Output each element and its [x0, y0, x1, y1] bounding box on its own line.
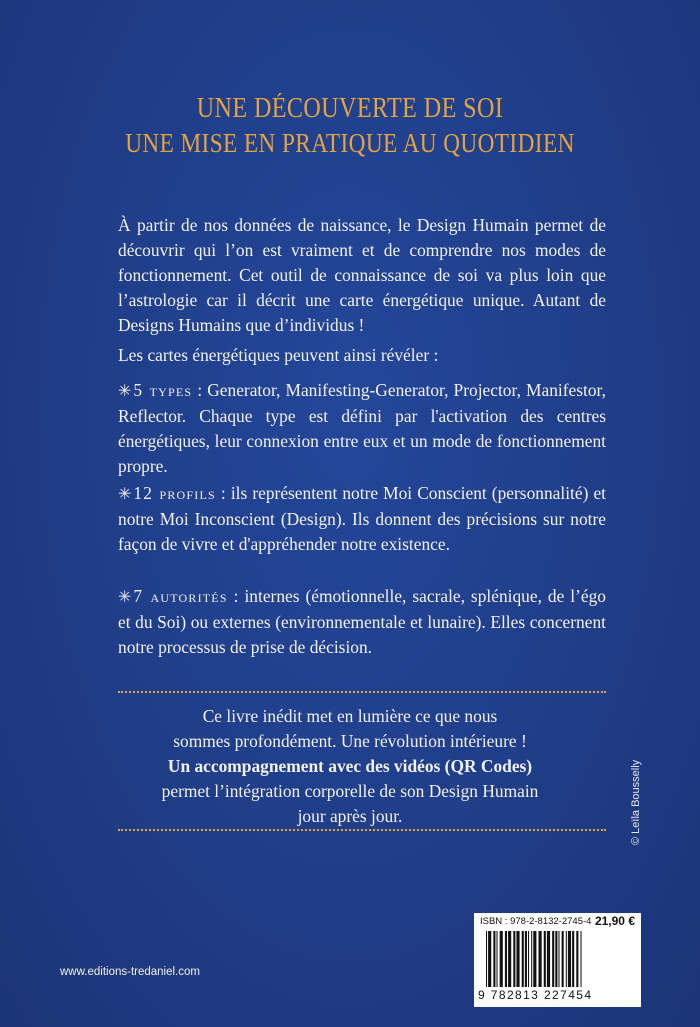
closing-line-5: jour après jour.	[297, 806, 403, 826]
headline-line-1: UNE DÉCOUVERTE DE SOI	[196, 93, 504, 124]
item-text: : ils représentent notre Moi Conscient (personnalité) et notre Moi Inconscient (Design). Ils donnent des précisions sur notre façon de vivre et d'appréhender notre existence.	[118, 483, 606, 554]
isbn-text: ISBN : 978-2-8132-2745-4	[480, 916, 592, 927]
publisher-website: www.editions-tredaniel.com	[60, 966, 200, 978]
list-item-autorites	[118, 584, 606, 660]
star-icon: ✳	[118, 486, 132, 503]
barcode-bar	[539, 931, 542, 987]
barcode-bar	[576, 931, 578, 987]
closing-line-3: Un accompagnement avec des vidéos (QR Codes)	[167, 756, 533, 776]
barcode-bar	[568, 931, 571, 987]
photo-credit: © Leïla Bousselly	[630, 759, 642, 845]
closing-block	[80, 704, 620, 829]
barcode-bar	[528, 931, 529, 987]
item-label: 7 autorités	[133, 586, 228, 606]
barcode-digits: 9 782813 227454	[478, 988, 593, 1002]
barcode-bar	[581, 931, 582, 987]
list-item-profils	[118, 481, 606, 557]
closing-line-2: sommes profondément. Une révolution intérieure !	[173, 731, 527, 751]
closing-line-4: permet l’intégration corporelle de son Design Humain	[161, 781, 539, 801]
barcode-bar	[558, 931, 559, 987]
closing-line-1: Ce livre inédit met en lumière ce que nous	[202, 706, 498, 726]
headline-line-2: UNE MISE EN PRATIQUE AU QUOTIDIEN	[125, 128, 575, 158]
item-label: 5 types	[133, 380, 193, 400]
barcode-bar	[513, 931, 515, 987]
barcode-bar	[533, 931, 536, 987]
barcode-bar	[525, 931, 527, 987]
barcode-panel	[474, 913, 641, 1007]
reveal-intro: Les cartes énergétiques peuvent ainsi révéler :	[118, 345, 439, 365]
barcode-bar	[516, 931, 519, 987]
star-icon: ✳	[118, 589, 132, 606]
barcode-bar	[488, 931, 491, 987]
barcode-bar	[566, 931, 567, 987]
price-text: 21,90 €	[594, 914, 635, 928]
barcode-bar	[508, 931, 511, 987]
item-text: : Generator, Manifesting-Generator, Projector, Manifestor, Reflector. Chaque type est défini par l'activation des centres énergétiques, leur connexion entre eux et un mode de fonctionnement propre.	[118, 380, 606, 476]
barcode-bar	[522, 931, 524, 987]
barcode-bar	[555, 931, 557, 987]
item-text: : internes (émotionnelle, sacrale, splénique, de l’égo et du Soi) ou externes (environnementale et lunaire). Elles concernent notre processus de prise de décision.	[118, 586, 606, 657]
intro-paragraph: À partir de nos données de naissance, le Design Humain permet de découvrir qui l’on est vraiment et de comprendre nos modes de fonctionnement. Cet outil de connaissance de soi va plus loin que l’astrologie car il décrit une carte énergétique unique. Autant de Designs Humains que d’individus !	[118, 215, 606, 335]
star-icon: ✳	[118, 383, 132, 400]
barcode-bar	[486, 931, 487, 987]
barcode-bar	[547, 931, 550, 987]
barcode-bar	[552, 931, 554, 987]
barcode-bar	[500, 931, 503, 987]
barcode-bar	[493, 931, 495, 987]
barcode-bar	[572, 931, 574, 987]
barcode-bar	[531, 931, 532, 987]
barcode-bar	[497, 931, 498, 987]
barcode-bar	[544, 931, 546, 987]
barcode-bar	[505, 931, 507, 987]
barcode-icon	[486, 931, 636, 987]
list-item-types	[118, 378, 606, 479]
dotted-divider-top	[118, 691, 606, 693]
barcode-bar	[562, 931, 564, 987]
item-label: 12 profils	[133, 483, 216, 503]
dotted-divider-bottom	[118, 829, 606, 831]
